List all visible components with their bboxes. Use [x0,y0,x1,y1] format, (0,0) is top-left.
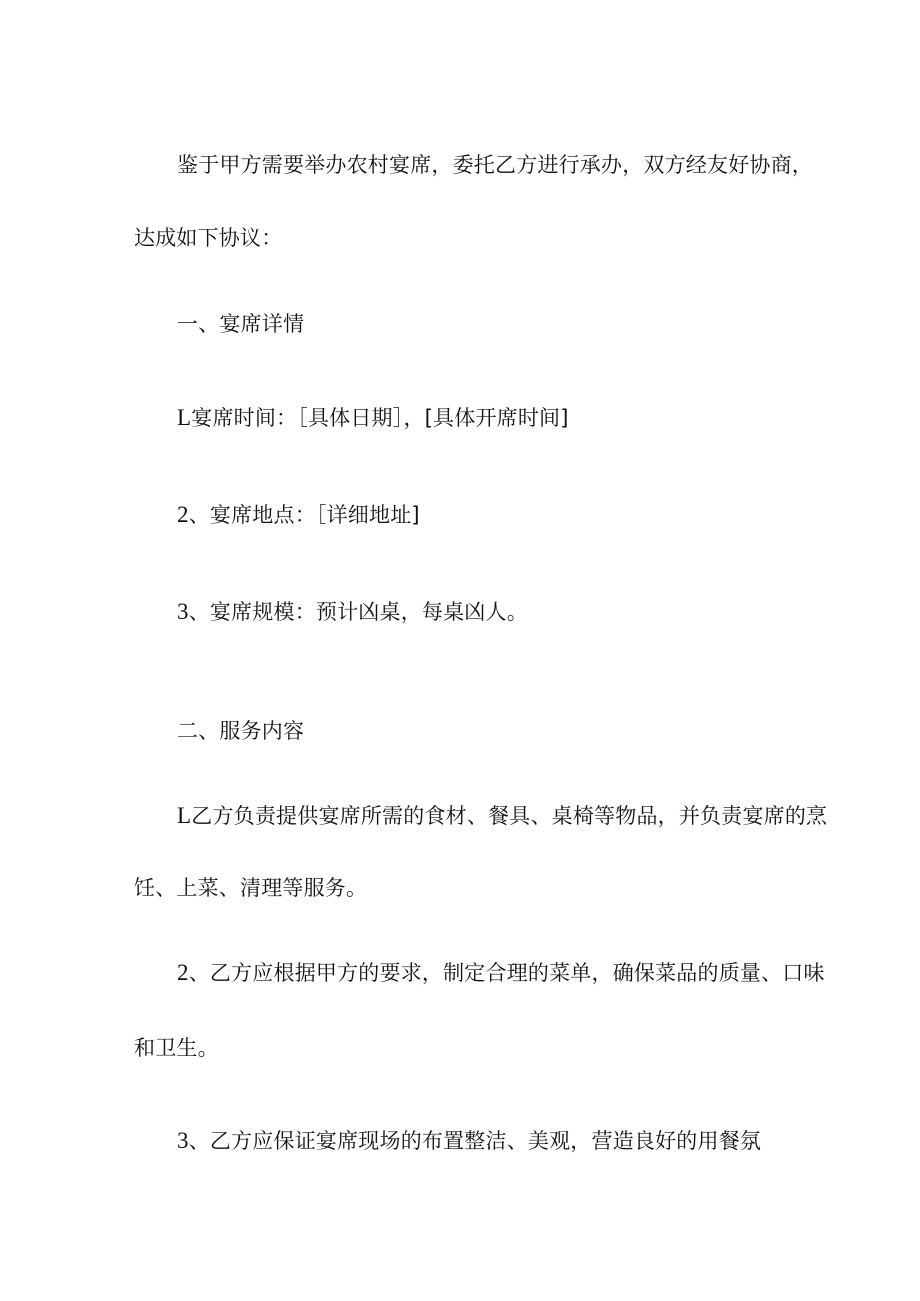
section-2-heading: 二、服务内容 [177,719,305,743]
item-number: L [177,803,192,828]
item-text: 、宴席地点：［详细地址] [188,503,420,527]
item-text: 、乙方应保证宴席现场的布置整洁、美观，营造良好的用餐氛 [188,1129,762,1153]
item-number: 2 [177,502,189,527]
item-number: L [177,405,192,430]
item-text: 、乙方应根据甲方的要求，制定合理的菜单，确保菜品的质量、口味 [188,961,825,985]
section-2-item-1-line-1 [177,802,827,830]
item-number: 2 [177,960,189,985]
section-2-item-1-line-2: 饪、上菜、清理等服务。 [134,876,368,900]
section-1-item-3 [177,598,528,626]
item-text: 宴席时间：［具体日期］，[具体开席时间] [191,406,569,430]
item-number: 3 [177,1128,189,1153]
section-1-heading: 一、宴席详情 [177,312,305,336]
section-1-item-1 [177,404,569,432]
intro-line-2: 达成如下协议： [134,226,283,250]
section-1-item-2 [177,501,420,529]
intro-line-1: 鉴于甲方需要举办农村宴席，委托乙方进行承办，双方经友好协商， [177,153,813,177]
item-number: 3 [177,599,189,624]
item-text: 乙方负责提供宴席所需的食材、餐具、桌椅等物品，并负责宴席的烹 [191,804,828,828]
section-2-item-2-line-2: 和卫生。 [134,1036,219,1060]
item-text: 、宴席规模：预计凶桌，每桌凶人。 [188,600,528,624]
section-2-item-3-line-1 [177,1127,761,1155]
section-2-item-2-line-1 [177,959,825,987]
